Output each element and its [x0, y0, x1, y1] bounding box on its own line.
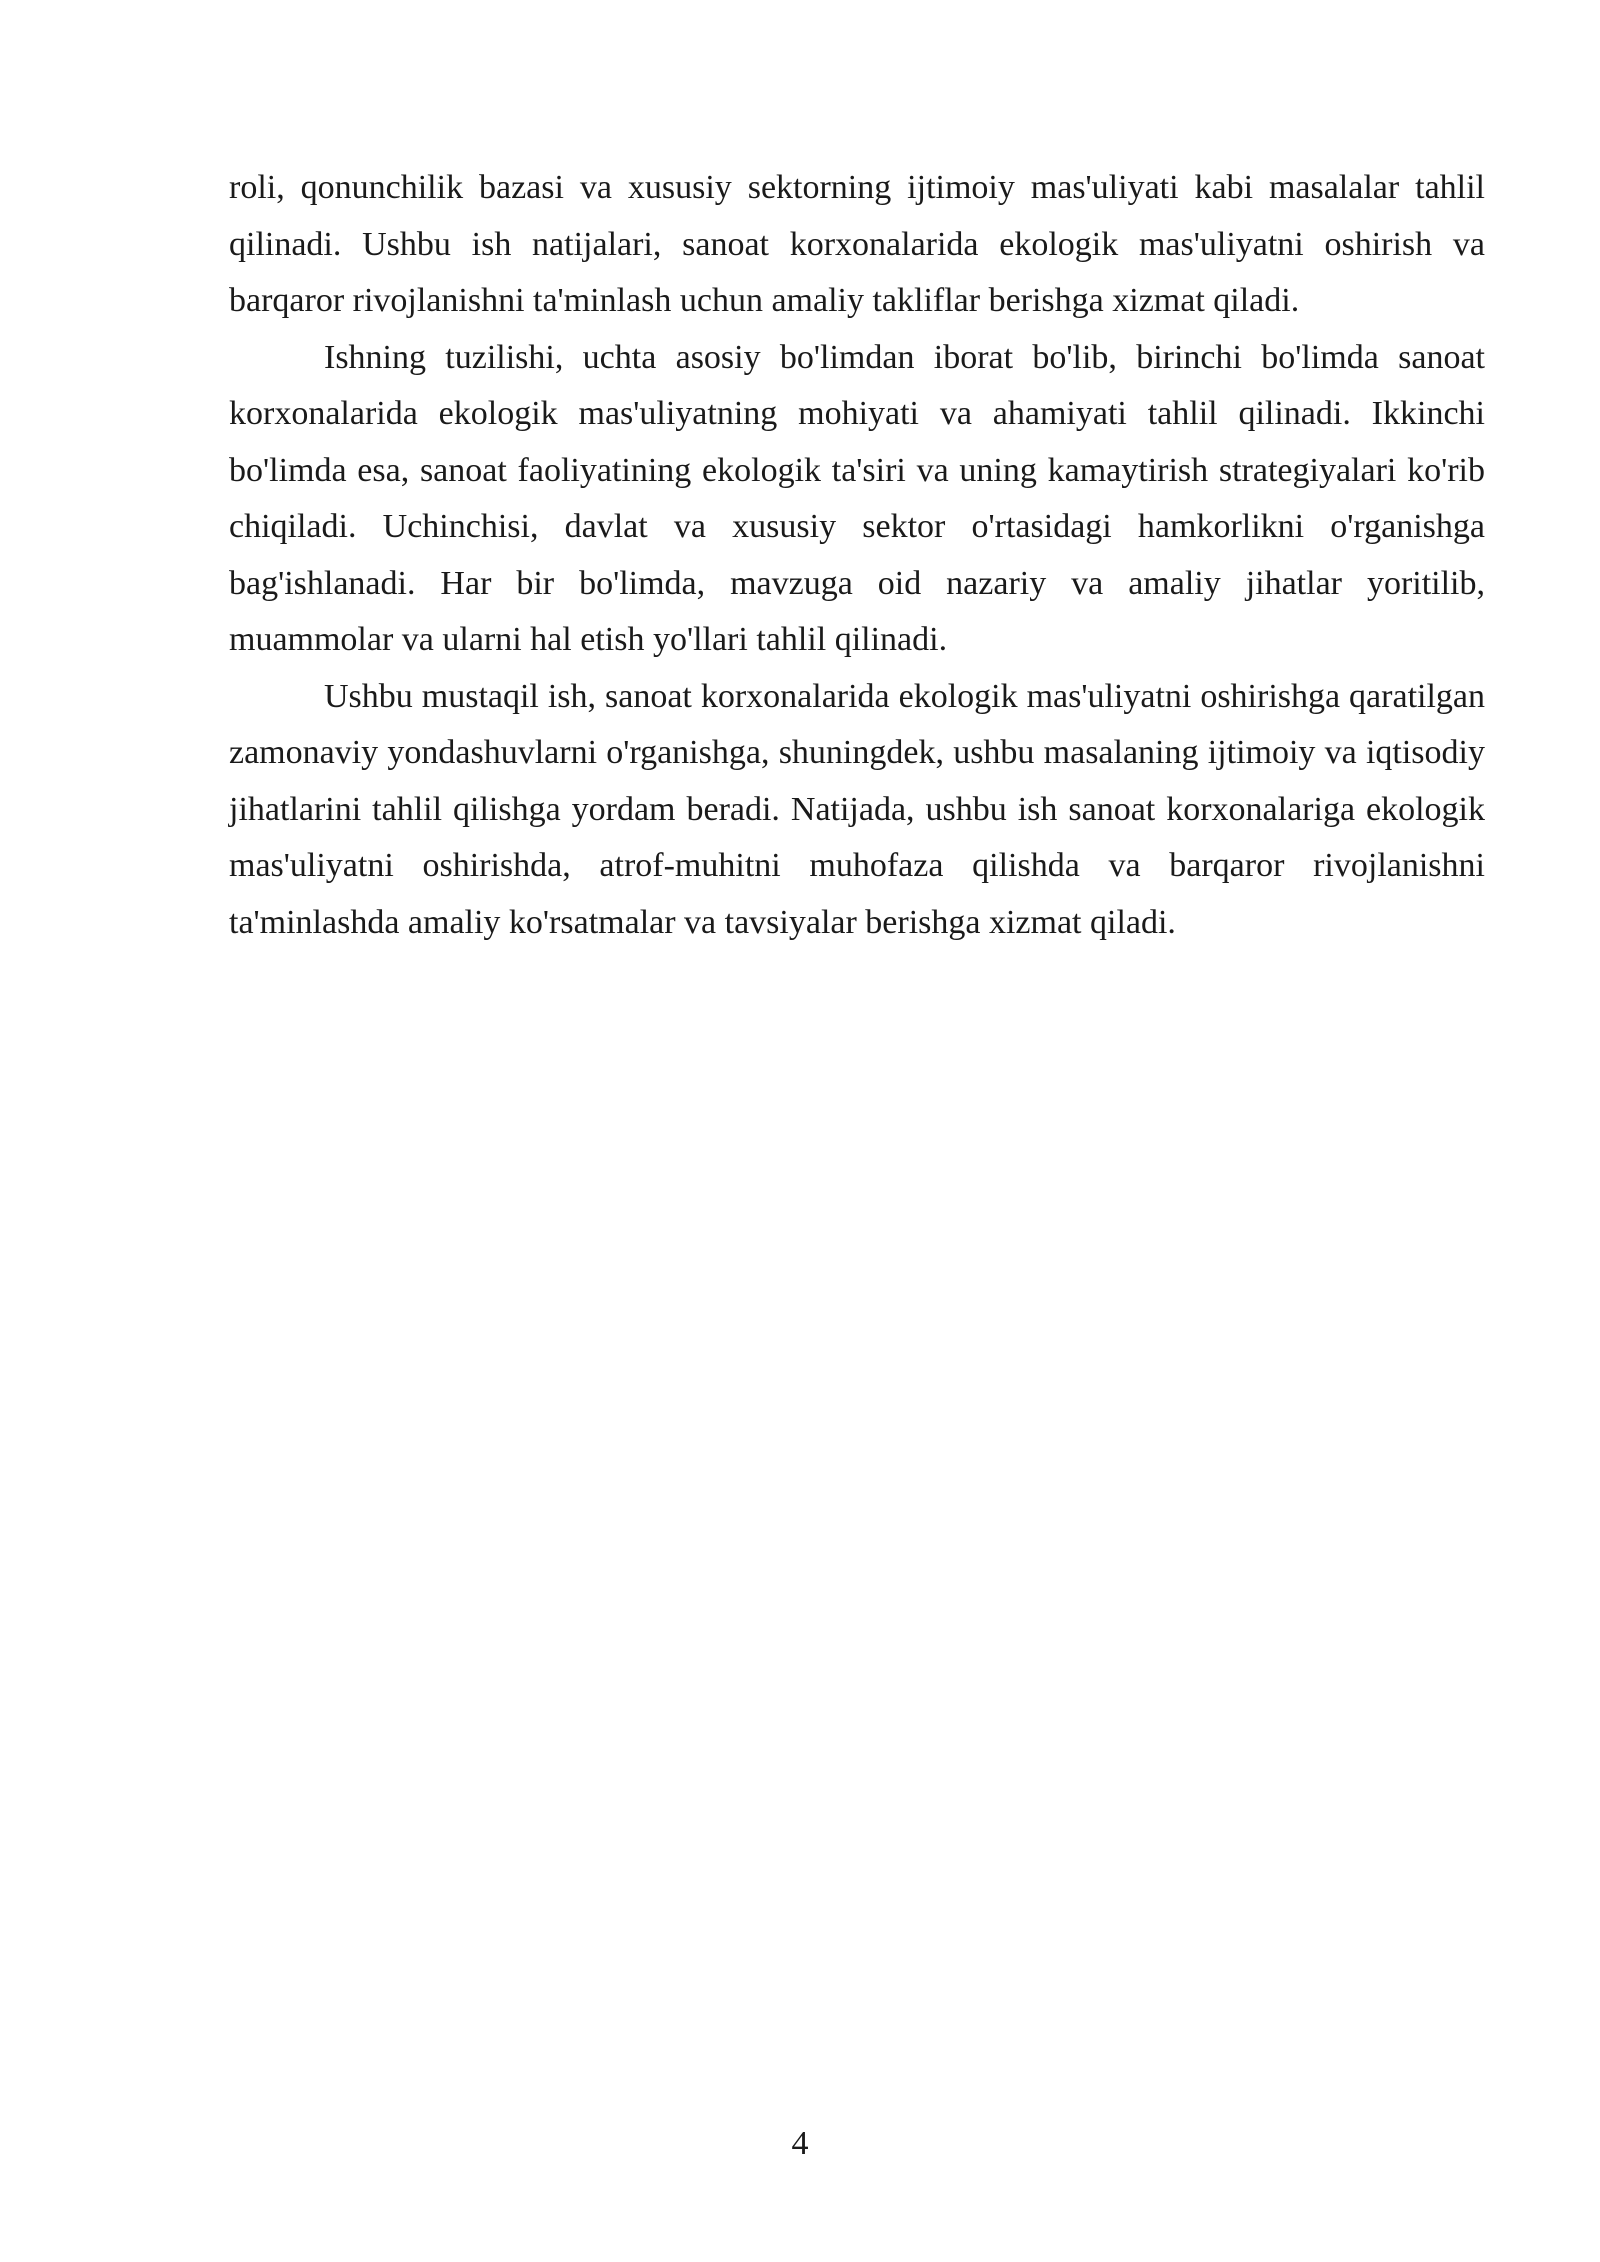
- page-number: 4: [791, 2125, 809, 2162]
- paragraph-structure: Ishning tuzilishi, uchta asosiy bo'limdan iborat bo'lib, birinchi bo'limda sanoat korxonalarida ekologik mas'uliyatning mohiyati va ahamiyati tahlil qilinadi. Ikkinchi bo'limda esa, sanoat faoliyatining ekologik ta'siri va uning kamaytirish strategiyalari ko'rib chiqiladi. Uchinchisi, davlat va xususiy sektor o'rtasidagi hamkorlikni o'rganishga bag'ishlanadi. Har bir bo'limda, mavzuga oid nazariy va amaliy jihatlar yoritilib, muammolar va ularni hal etish yo'llari tahlil qilinadi.: [229, 338, 1485, 658]
- body-text: [229, 160, 1485, 951]
- paragraph-continuation: roli, qonunchilik bazasi va xususiy sektorning ijtimoiy mas'uliyati kabi masalalar tahlil qilinadi. Ushbu ish natijalari, sanoat korxonalarida ekologik mas'uliyatni oshirish va barqaror rivojlanishni ta'minlash uchun amaliy takliflar berishga xizmat qiladi.: [229, 169, 1485, 319]
- paragraph-conclusion: Ushbu mustaqil ish, sanoat korxonalarida ekologik mas'uliyatni oshirishga qaratilgan zamonaviy yondashuvlarni o'rganishga, shuningdek, ushbu masalaning ijtimoiy va iqtisodiy jihatlarini tahlil qilishga yordam beradi. Natijada, ushbu ish sanoat korxonalariga ekologik mas'uliyatni oshirishda, atrof-muhitni muhofaza qilishda va barqaror rivojlanishni ta'minlashda amaliy ko'rsatmalar va tavsiyalar berishga xizmat qiladi.: [229, 677, 1485, 941]
